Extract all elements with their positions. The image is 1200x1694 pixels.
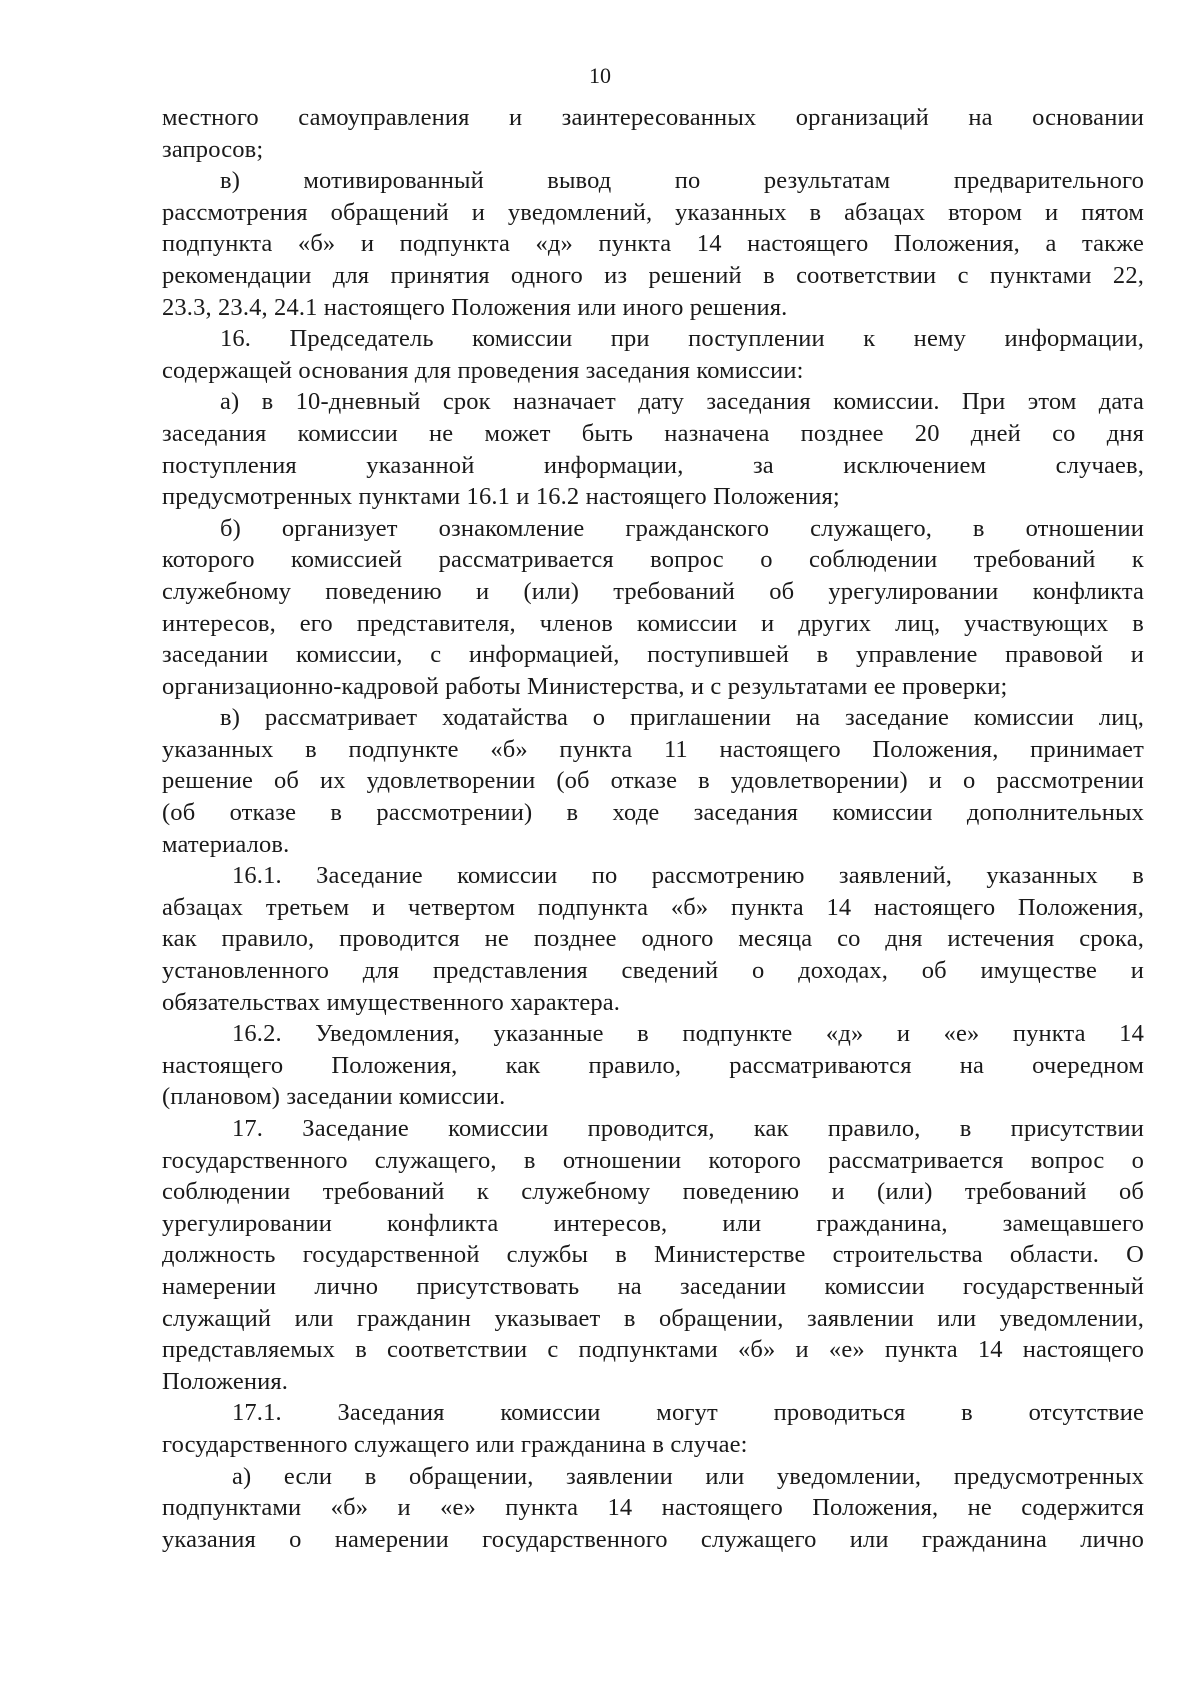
text-line: интересов, его представителя, членов комиссии и других лиц, участвующих в [162,609,1144,637]
text-line: предусмотренных пунктами 16.1 и 16.2 настоящего Положения; [162,483,840,511]
text-line: заседания комиссии не может быть назначена позднее 20 дней со дня [162,419,1144,447]
text-line: абзацах третьем и четвертом подпункта «б» пункта 14 настоящего Положения, [162,893,1144,921]
text-line: настоящего Положения, как правило, рассматриваются на очередном [162,1051,1144,1079]
text-line: а) в 10-дневный срок назначает дату заседания комиссии. При этом дата [220,388,1144,416]
text-line: (об отказе в рассмотрении) в ходе заседания комиссии дополнительных [162,799,1144,827]
text-line: в) рассматривает ходатайства о приглашении на заседание комиссии лиц, [220,704,1144,732]
text-line: 16. Председатель комиссии при поступлении к нему информации, [220,325,1144,353]
text-line: а) если в обращении, заявлении или уведомлении, предусмотренных [232,1462,1144,1490]
text-line: заседании комиссии, с информацией, поступившей в управление правовой и [162,641,1144,669]
text-line: решение об их удовлетворении (об отказе в удовлетворении) и о рассмотрении [162,767,1144,795]
text-line: как правило, проводится не позднее одного месяца со дня истечения срока, [162,925,1144,953]
text-line: представляемых в соответствии с подпунктами «б» и «е» пункта 14 настоящего [162,1336,1144,1364]
text-line: установленного для представления сведений о доходах, об имуществе и [162,957,1144,985]
text-line: государственного служащего или гражданина в случае: [162,1430,748,1458]
text-line: 16.2. Уведомления, указанные в подпункте «д» и «е» пункта 14 [232,1020,1144,1048]
text-line: организационно-кадровой работы Министерства, и с результатами ее проверки; [162,672,1008,700]
text-line: государственного служащего, в отношении которого рассматривается вопрос о [162,1146,1144,1174]
text-line: подпунктами «б» и «е» пункта 14 настоящего Положения, не содержится [162,1494,1144,1522]
text-line: поступления указанной информации, за исключением случаев, [162,451,1144,479]
text-line: подпункта «б» и подпункта «д» пункта 14 настоящего Положения, а также [162,230,1144,258]
text-line: (плановом) заседании комиссии. [162,1083,506,1111]
text-line: Положения. [162,1367,289,1395]
text-line: 16.1. Заседание комиссии по рассмотрению заявлений, указанных в [232,862,1144,890]
text-line: рекомендации для принятия одного из решений в соответствии с пунктами 22, [162,261,1144,289]
text-line: указания о намерении государственного служащего или гражданина лично [162,1525,1144,1553]
text-line: намерении лично присутствовать на заседании комиссии государственный [162,1272,1144,1300]
text-line: рассмотрения обращений и уведомлений, указанных в абзацах втором и пятом [162,198,1144,226]
text-line: 17. Заседание комиссии проводится, как правило, в присутствии [232,1115,1144,1142]
text-line: 23.3, 23.4, 24.1 настоящего Положения или иного решения. [162,293,788,321]
text-line: указанных в подпункте «б» пункта 11 настоящего Положения, принимает [162,735,1144,763]
text-line: б) организует ознакомление гражданского служащего, в отношении [220,514,1144,542]
text-line: обязательствах имущественного характера. [162,988,621,1016]
text-line: местного самоуправления и заинтересованных организаций на основании [162,104,1144,131]
text-line: содержащей основания для проведения заседания комиссии: [162,356,804,384]
text-line: материалов. [162,830,290,858]
text-line: служебному поведению и (или) требований об урегулировании конфликта [162,577,1144,605]
document-body [162,102,1144,1555]
page-number: 10 [589,63,611,88]
text-line: служащий или гражданин указывает в обращении, заявлении или уведомлении, [162,1304,1144,1332]
text-line: урегулировании конфликта интересов, или гражданина, замещавшего [162,1209,1144,1237]
text-line: 17.1. Заседания комиссии могут проводиться в отсутствие [232,1399,1144,1427]
text-line: соблюдении требований к служебному поведению и (или) требований об [162,1178,1144,1206]
text-line: в) мотивированный вывод по результатам предварительного [220,167,1144,195]
text-line: должность государственной службы в Министерстве строительства области. О [162,1241,1144,1269]
text-line: запросов; [162,135,264,163]
text-line: которого комиссией рассматривается вопрос о соблюдении требований к [162,546,1144,574]
